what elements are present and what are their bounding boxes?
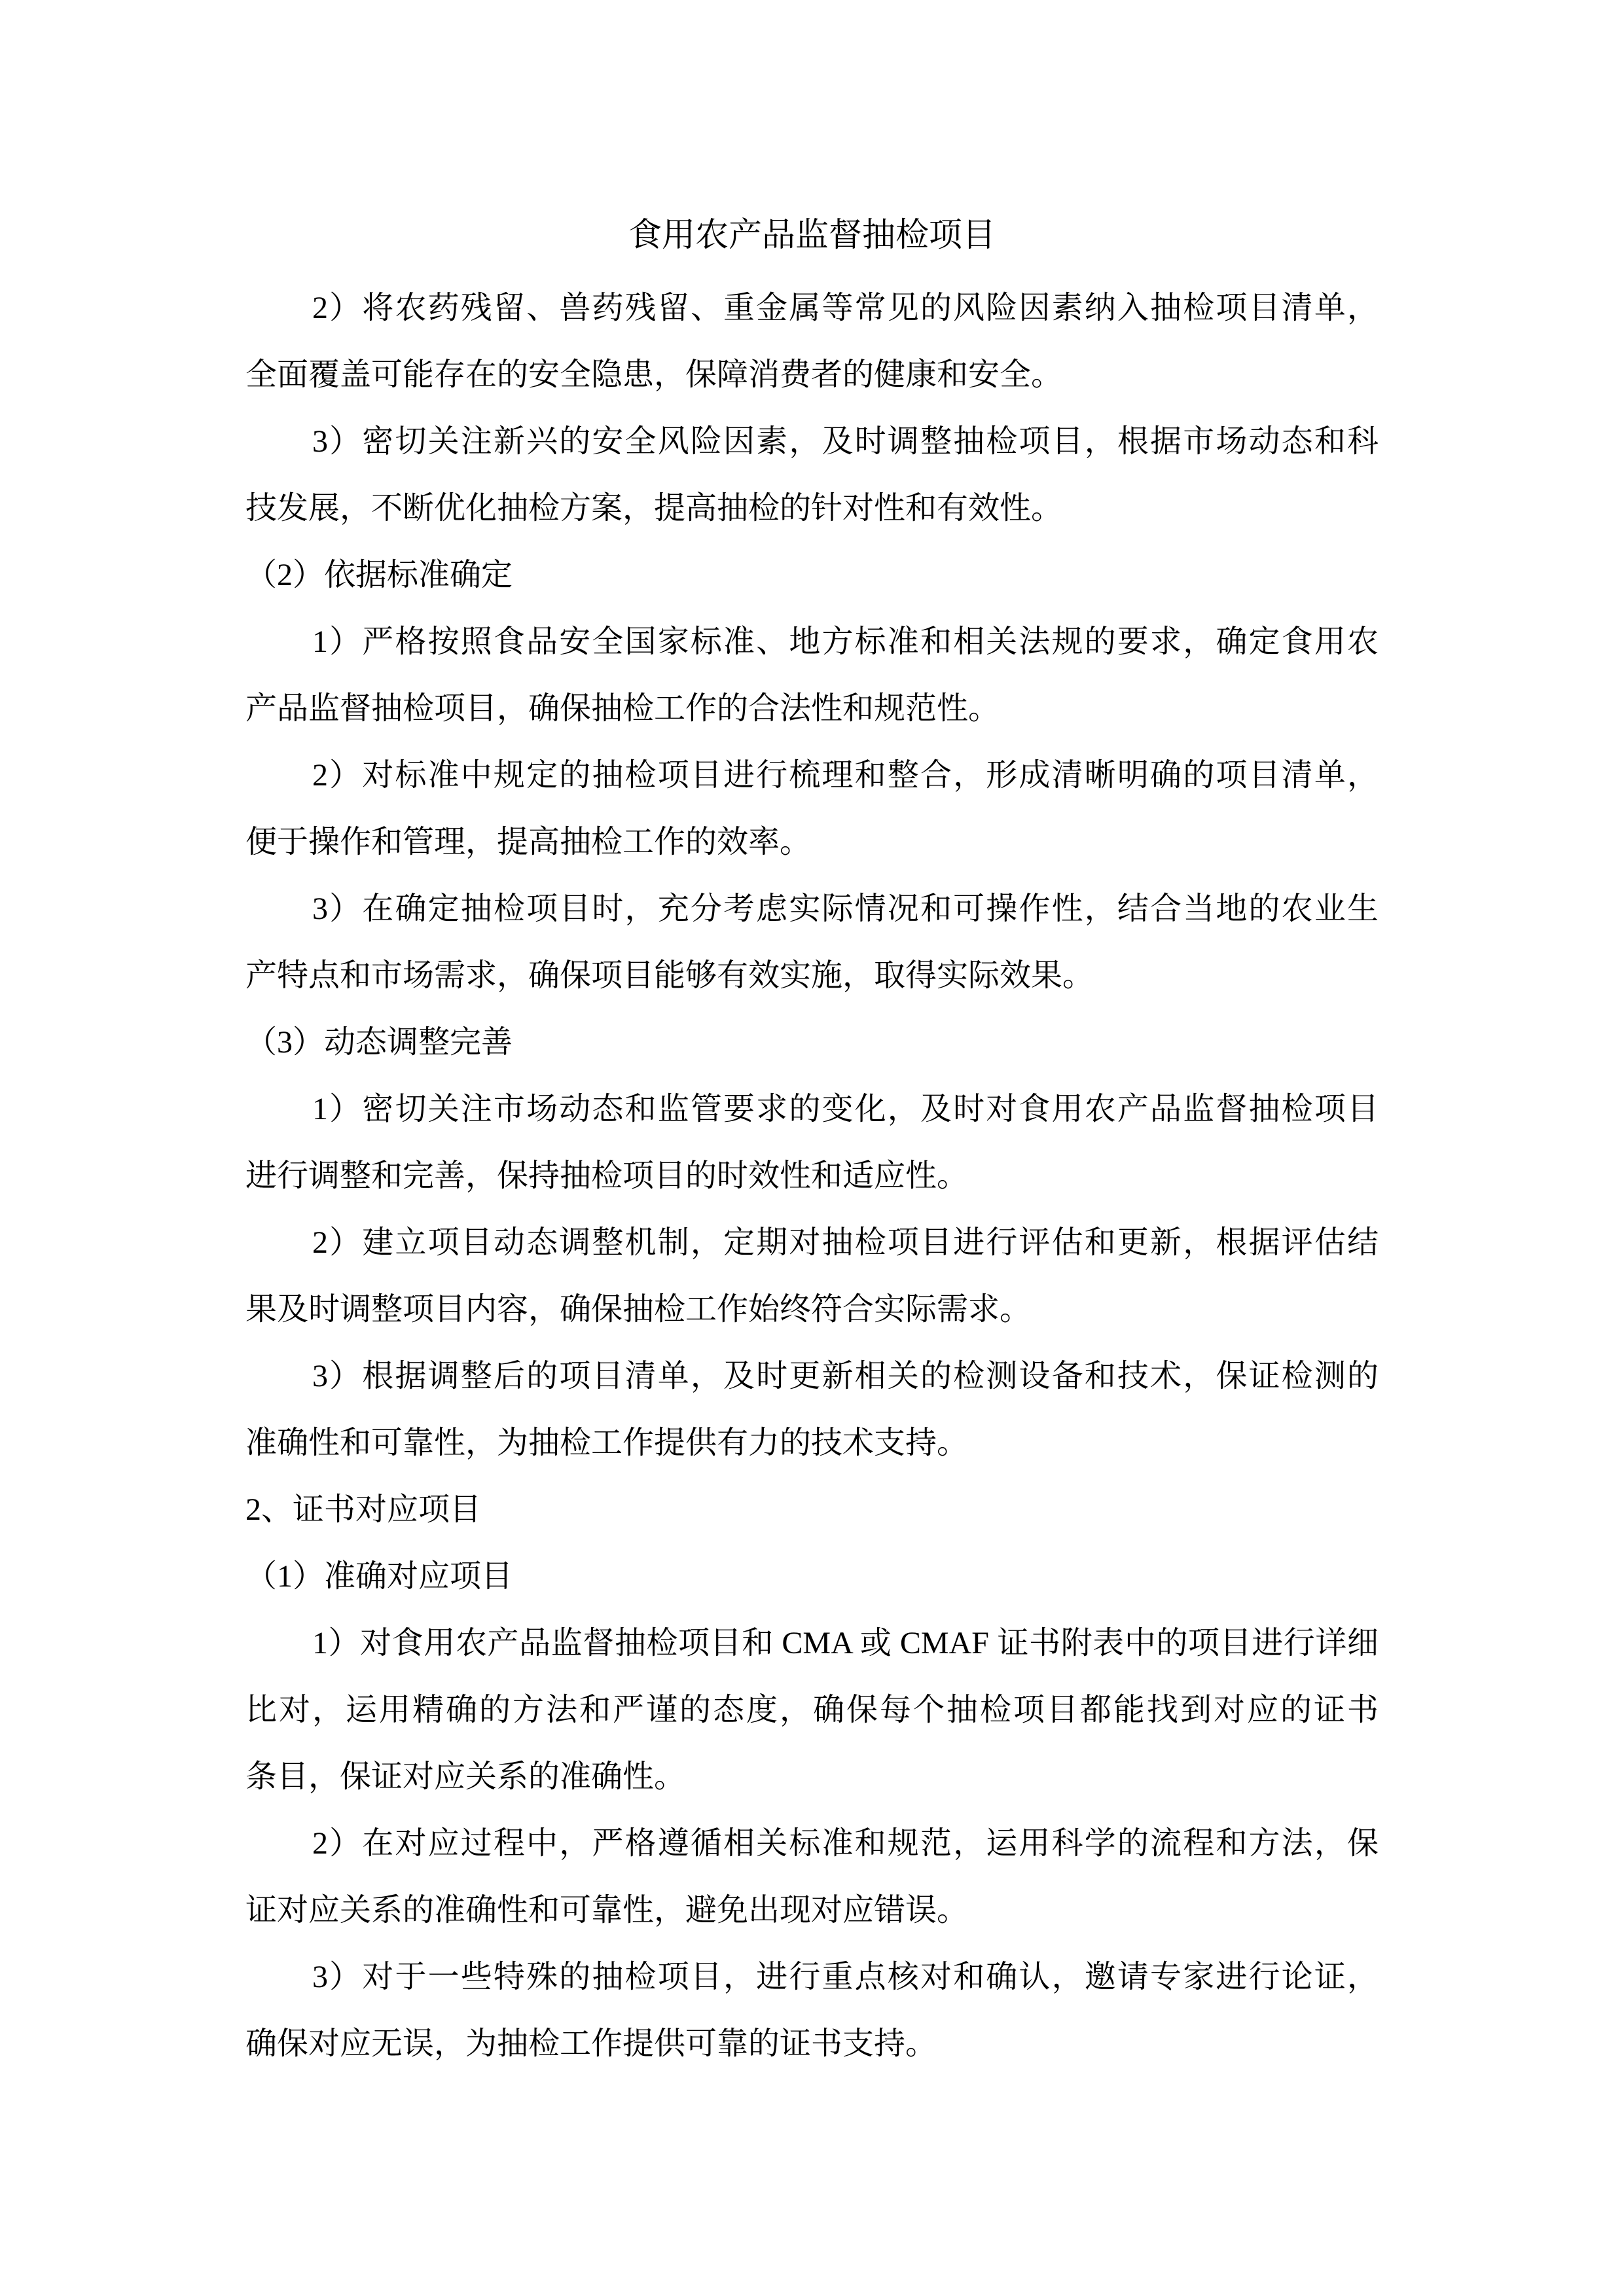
text-line: 2）对标准中规定的抽检项目进行梳理和整合，形成清晰明确的项目清单， [312,758,1379,793]
document-body [245,196,1379,2077]
text-line: 证对应关系的准确性和可靠性，避免出现对应错误。 [245,1893,969,1928]
text-line: 果及时调整项目内容，确保抽检工作始终符合实际需求。 [245,1292,1032,1327]
text-line: 产特点和市场需求，确保项目能够有效实施，取得实际效果。 [245,958,1094,993]
text-line: 技发展，不断优化抽检方案，提高抽检的针对性和有效性。 [245,491,1063,526]
text-line: 1）严格按照食品安全国家标准、地方标准和相关法规的要求，确定食用农 [312,624,1379,659]
text-line: 确保对应无误，为抽检工作提供可靠的证书支持。 [245,2026,937,2061]
document-title: 食用农产品监督抽检项目 [628,217,996,254]
text-line: 2）将农药残留、兽药残留、重金属等常见的风险因素纳入抽检项目清单， [312,291,1379,325]
text-line: 3）在确定抽检项目时，充分考虑实际情况和可操作性，结合当地的农业生 [312,891,1379,926]
heading-line: （3）动态调整完善 [245,1025,513,1060]
text-line: 产品监督抽检项目，确保抽检工作的合法性和规范性。 [245,691,1000,726]
heading-line: （2）依据标准确定 [245,558,513,592]
text-line: 2）在对应过程中，严格遵循相关标准和规范，运用科学的流程和方法，保 [312,1826,1379,1861]
heading-line: 2、证书对应项目 [245,1492,482,1527]
text-line: 便于操作和管理，提高抽检工作的效率。 [245,825,812,859]
text-line: 全面覆盖可能存在的安全隐患，保障消费者的健康和安全。 [245,357,1063,392]
text-line: 3）对于一些特殊的抽检项目，进行重点核对和确认，邀请专家进行论证， [312,1960,1379,1994]
text-line: 进行调整和完善，保持抽检项目的时效性和适应性。 [245,1158,969,1193]
text-line: 准确性和可靠性，为抽检工作提供有力的技术支持。 [245,1426,969,1460]
text-line: 3）密切关注新兴的安全风险因素，及时调整抽检项目，根据市场动态和科 [312,424,1379,459]
text-line: 1）密切关注市场动态和监管要求的变化，及时对食用农产品监督抽检项目 [312,1092,1379,1126]
heading-line: （1）准确对应项目 [245,1559,513,1594]
text-line: 条目，保证对应关系的准确性。 [245,1759,686,1794]
text-line: 1）对食用农产品监督抽检项目和 CMA 或 CMAF 证书附表中的项目进行详细 [312,1626,1379,1660]
text-line: 比对，运用精确的方法和严谨的态度，确保每个抽检项目都能找到对应的证书 [245,1693,1379,1727]
text-line: 2）建立项目动态调整机制，定期对抽检项目进行评估和更新，根据评估结 [312,1225,1379,1260]
text-line: 3）根据调整后的项目清单，及时更新相关的检测设备和技术，保证检测的 [312,1359,1379,1393]
